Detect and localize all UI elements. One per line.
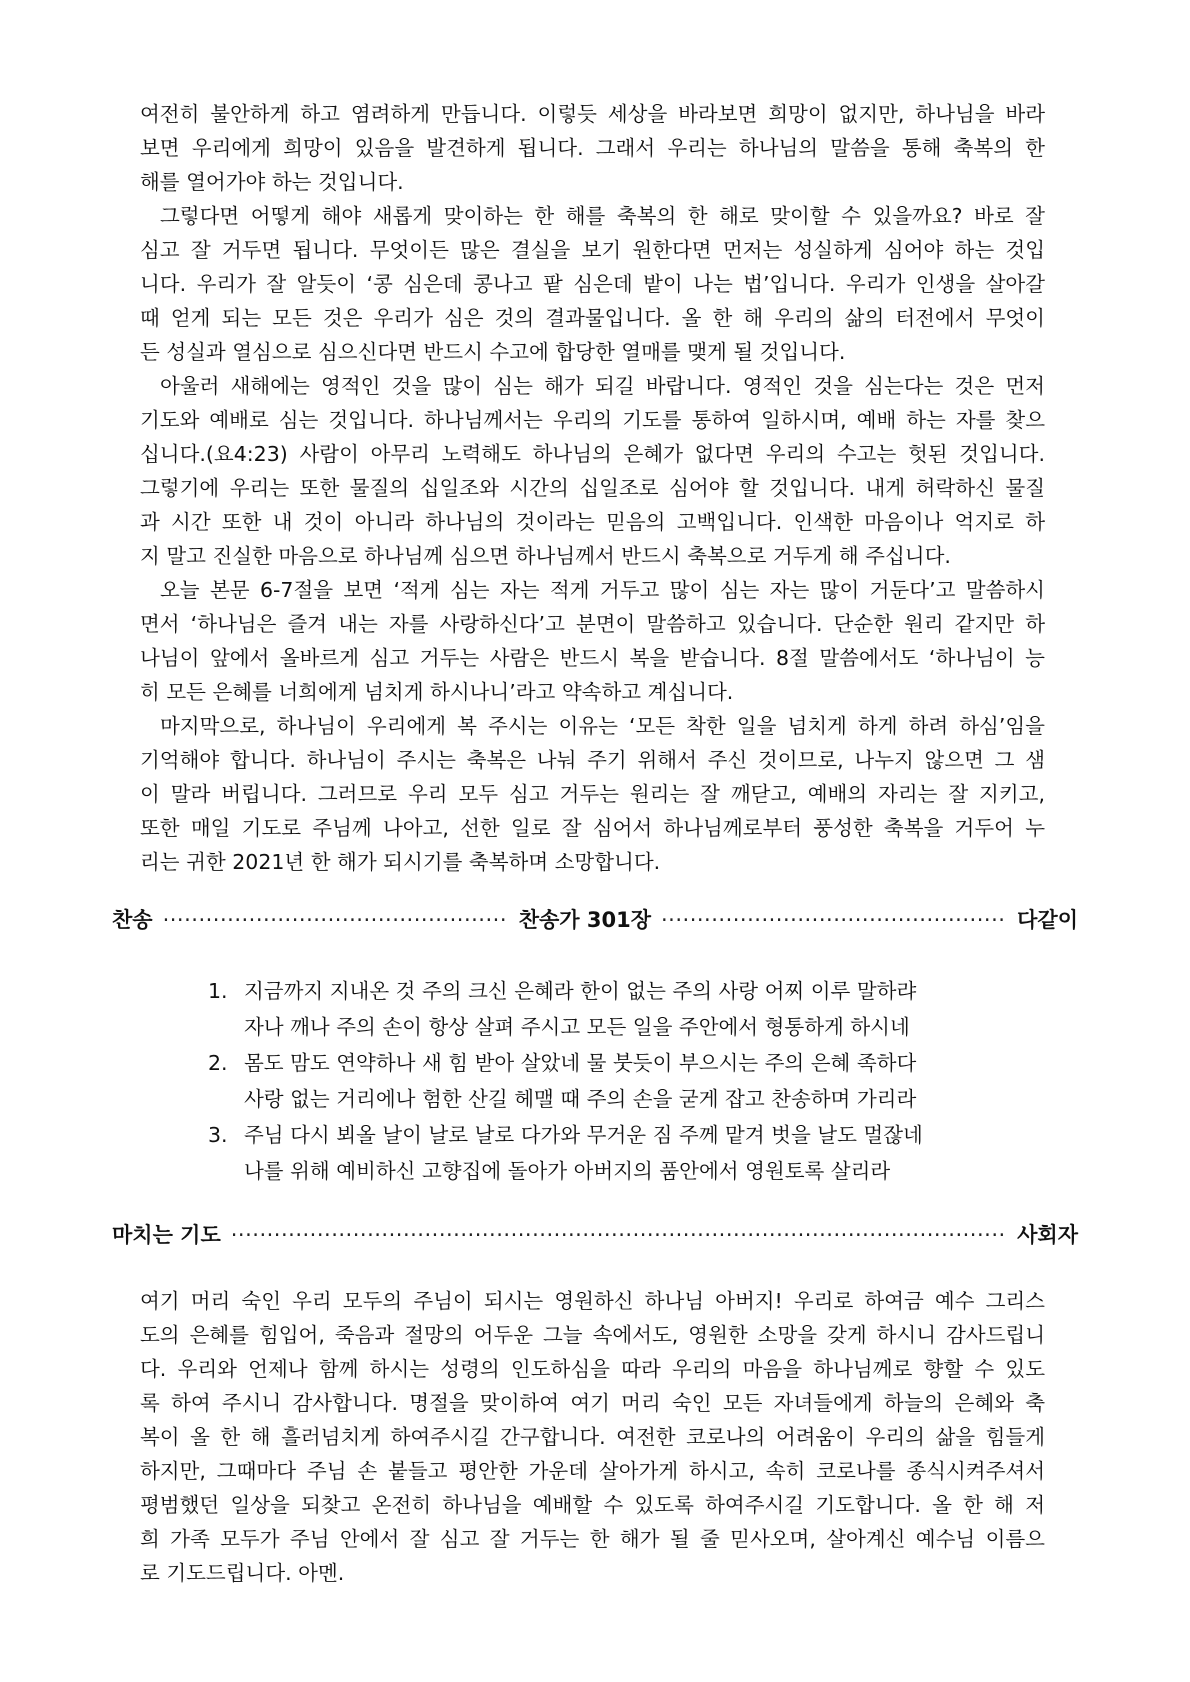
prayer-line: 도의 은혜를 힘입어, 죽음과 절망의 어두운 그늘 속에서도, 영원한 소망을 갖게 하시니 감사드립니 bbox=[140, 1323, 1045, 1347]
sermon-line: 오늘 본문 6-7절을 보면 ‘적게 심는 자는 적게 거두고 많이 심는 자는 많이 거둔다’고 말씀하시 bbox=[160, 578, 1045, 602]
sermon-line: 보면 우리에게 희망이 있음을 발견하게 됩니다. 그래서 우리는 하나님의 말씀을 통해 축복의 한 bbox=[140, 136, 1045, 160]
leader-dots bbox=[231, 1218, 1007, 1252]
sermon-line: 나님이 앞에서 올바르게 심고 거두는 사람은 반드시 복을 받습니다. 8절 말씀에서도 ‘하나님이 능 bbox=[140, 646, 1045, 670]
sermon-line: 니다. 우리가 잘 알듯이 ‘콩 심은데 콩나고 팥 심은데 밭이 나는 법’입니다. 우리가 인생을 살아갈 bbox=[140, 272, 1045, 296]
sermon-line: 기도와 예배로 심는 것입니다. 하나님께서는 우리의 기도를 통하여 일하시며, 예배 하는 자를 찾으 bbox=[140, 408, 1045, 432]
prayer-leader: 사회자 bbox=[1017, 1223, 1078, 1247]
sermon-line: 여전히 불안하게 하고 염려하게 만듭니다. 이렇듯 세상을 바라보면 희망이 없지만, 하나님을 바라 bbox=[140, 102, 1045, 126]
sermon-line: 든 성실과 열심으로 심으신다면 반드시 수고에 합당한 열매를 맺게 될 것입니다. bbox=[140, 340, 846, 364]
hymn-heading bbox=[112, 903, 1078, 937]
prayer-line: 하지만, 그때마다 주님 손 붙들고 평안한 가운데 살아가게 하시고, 속히 코로나를 종식시켜주셔서 bbox=[140, 1459, 1045, 1483]
verse-line: 몸도 맘도 연약하나 새 힘 받아 살았네 물 붓듯이 부으시는 주의 은혜 족하다 bbox=[244, 1051, 917, 1075]
hymn-verse-2 bbox=[208, 1046, 916, 1080]
sermon-line: 리는 귀한 2021년 한 해가 되시기를 축복하며 소망합니다. bbox=[140, 850, 661, 874]
sermon-line: 그렇다면 어떻게 해야 새롭게 맞이하는 한 해를 축복의 한 해로 맞이할 수 있을까요? 바로 잘 bbox=[160, 204, 1045, 228]
hymn-number: 찬송가 301장 bbox=[518, 908, 651, 932]
sermon-line: 지 말고 진실한 마음으로 하나님께 심으면 하나님께서 반드시 축복으로 거두게 해 주십니다. bbox=[140, 544, 951, 568]
prayer-line: 다. 우리와 언제나 함께 하시는 성령의 인도하심을 따라 우리의 마음을 하나님께로 향할 수 있도 bbox=[140, 1357, 1045, 1381]
sermon-line: 심고 잘 거두면 됩니다. 무엇이든 많은 결실을 보기 원한다면 먼저는 성실하게 심어야 하는 것입 bbox=[140, 238, 1045, 262]
hymn-verse-1 bbox=[208, 974, 916, 1008]
sermon-line: 면서 ‘하나님은 즐겨 내는 자를 사랑하신다’고 분면이 말씀하고 있습니다. 단순한 원리 같지만 하 bbox=[140, 612, 1045, 636]
verse-line: 사랑 없는 거리에나 험한 산길 헤맬 때 주의 손을 굳게 잡고 찬송하며 가리라 bbox=[244, 1087, 917, 1111]
verse-number: 2. bbox=[208, 1051, 228, 1075]
verse-line: 나를 위해 예비하신 고향집에 돌아가 아버지의 품안에서 영원토록 살리라 bbox=[244, 1159, 891, 1183]
prayer-line: 희 가족 모두가 주님 안에서 잘 심고 잘 거두는 한 해가 될 줄 믿사오며, 살아계신 예수님 이름으 bbox=[140, 1527, 1045, 1551]
sermon-line: 기억해야 합니다. 하나님이 주시는 축복은 나눠 주기 위해서 주신 것이므로, 나누지 않으면 그 샘 bbox=[140, 748, 1045, 772]
sermon-line: 그렇기에 우리는 또한 물질의 십일조와 시간의 십일조로 심어야 할 것입니다. 내게 허락하신 물질 bbox=[140, 476, 1045, 500]
leader-dots bbox=[661, 903, 1007, 937]
hymn-heading-label: 찬송 bbox=[112, 908, 153, 932]
prayer-heading bbox=[112, 1218, 1078, 1252]
hymn-verse-3 bbox=[208, 1118, 923, 1152]
prayer-line: 여기 머리 숙인 우리 모두의 주님이 되시는 영원하신 하나님 아버지! 우리로 하여금 예수 그리스 bbox=[140, 1289, 1045, 1313]
sermon-line: 이 말라 버립니다. 그러므로 우리 모두 심고 거두는 원리는 잘 깨닫고, 예배의 자리는 잘 지키고, bbox=[140, 782, 1045, 806]
prayer-line: 로 기도드립니다. 아멘. bbox=[140, 1561, 345, 1585]
leader-dots bbox=[163, 903, 509, 937]
verse-line: 지금까지 지내온 것 주의 크신 은혜라 한이 없는 주의 사랑 어찌 이루 말하랴 bbox=[244, 979, 917, 1003]
sermon-line: 해를 열어가야 하는 것입니다. bbox=[140, 170, 404, 194]
hymn-performer: 다같이 bbox=[1017, 908, 1078, 932]
prayer-heading-label: 마치는 기도 bbox=[112, 1223, 221, 1247]
sermon-line: 아울러 새해에는 영적인 것을 많이 심는 해가 되길 바랍니다. 영적인 것을 심는다는 것은 먼저 bbox=[160, 374, 1045, 398]
sermon-line: 때 얻게 되는 모든 것은 우리가 심은 것의 결과물입니다. 올 한 해 우리의 삶의 터전에서 무엇이 bbox=[140, 306, 1045, 330]
verse-line: 자나 깨나 주의 손이 항상 살펴 주시고 모든 일을 주안에서 형통하게 하시네 bbox=[244, 1015, 910, 1039]
sermon-line: 마지막으로, 하나님이 우리에게 복 주시는 이유는 ‘모든 착한 일을 넘치게 하게 하려 하심’임을 bbox=[160, 714, 1045, 738]
prayer-line: 복이 올 한 해 흘러넘치게 하여주시길 간구합니다. 여전한 코로나의 어려움이 우리의 삶을 힘들게 bbox=[140, 1425, 1045, 1449]
prayer-line: 록 하여 주시니 감사합니다. 명절을 맞이하여 여기 머리 숙인 모든 자녀들에게 하늘의 은혜와 축 bbox=[140, 1391, 1045, 1415]
sermon-line: 과 시간 또한 내 것이 아니라 하나님의 것이라는 믿음의 고백입니다. 인색한 마음이나 억지로 하 bbox=[140, 510, 1045, 534]
verse-number: 1. bbox=[208, 979, 228, 1003]
prayer-line: 평범했던 일상을 되찾고 온전히 하나님을 예배할 수 있도록 하여주시길 기도합니다. 올 한 해 저 bbox=[140, 1493, 1045, 1517]
sermon-line: 십니다.(요4:23) 사람이 아무리 노력해도 하나님의 은혜가 없다면 우리의 수고는 헛된 것입니다. bbox=[140, 442, 1045, 466]
sermon-line: 또한 매일 기도로 주님께 나아고, 선한 일로 잘 심어서 하나님께로부터 풍성한 축복을 거두어 누 bbox=[140, 816, 1045, 840]
sermon-line: 히 모든 은혜를 너희에게 넘치게 하시나니’라고 약속하고 계십니다. bbox=[140, 680, 734, 704]
verse-line: 주님 다시 뵈올 날이 날로 날로 다가와 무거운 짐 주께 맡겨 벗을 날도 멀잖네 bbox=[244, 1123, 923, 1147]
verse-number: 3. bbox=[208, 1123, 228, 1147]
